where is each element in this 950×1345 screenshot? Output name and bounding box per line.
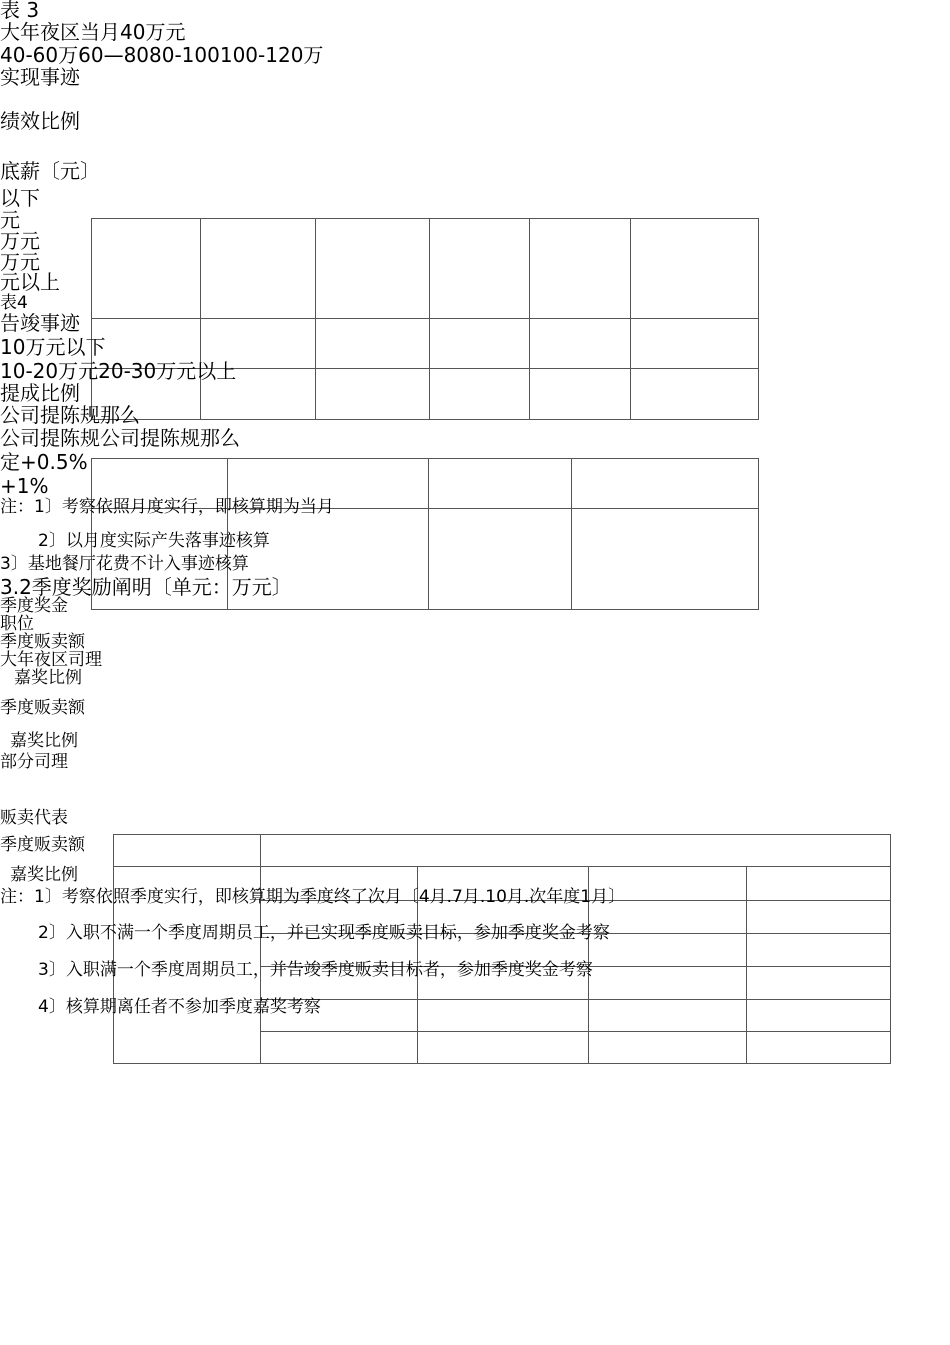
table4-header-line2: 10-20万元20-30万元以上 bbox=[0, 359, 237, 383]
quarterly-note-4: 4〕核算期离任者不参加季度嘉奖考察 bbox=[38, 997, 321, 1017]
table3-fragment: 万元 bbox=[0, 229, 40, 253]
monthly-note-2: 2〕以月度实际产失落事迹核算 bbox=[38, 531, 270, 551]
monthly-note-1: 注：1〕考察依照月度实行，即核算期为当月 bbox=[0, 497, 334, 517]
table3-row-achievement: 实现事迹 bbox=[0, 65, 80, 89]
table3-row-base-salary: 底薪〔元〕 bbox=[0, 159, 100, 183]
quarter-label-bonus: 季度奖金 bbox=[0, 596, 68, 616]
table3-row-ratio: 绩效比例 bbox=[0, 109, 80, 133]
quarter-label-dept-manager: 部分司理 bbox=[0, 752, 68, 772]
table4-value-line4: +1% bbox=[0, 474, 49, 498]
table3-fragment: 万元 bbox=[0, 250, 40, 274]
quarter-label-position: 职位 bbox=[0, 614, 34, 634]
quarter-label-sales: 季度贩卖额 bbox=[0, 698, 85, 718]
table3-header-line1: 大年夜区当月40万元 bbox=[0, 20, 186, 44]
quarter-label-sales: 季度贩卖额 bbox=[0, 835, 85, 855]
quarterly-note-1: 注：1〕考察依照季度实行，即核算期为季度终了次月〔4月.7月.10月.次年度1月〕 bbox=[0, 887, 626, 907]
table4-value-line3: 定+0.5% bbox=[0, 450, 88, 474]
table3-header-line2: 40-60万60—8080-100100-120万 bbox=[0, 43, 324, 67]
quarter-label-sales: 季度贩卖额 bbox=[0, 632, 85, 652]
table3-caption: 表 3 bbox=[0, 0, 40, 22]
quarter-label-sales-rep: 贩卖代表 bbox=[0, 808, 68, 828]
table3-fragment: 元以上 bbox=[0, 270, 60, 294]
quarter-label-ratio: 嘉奖比例 bbox=[10, 731, 78, 751]
table4-row-commission: 提成比例 bbox=[0, 381, 80, 405]
quarter-label-ratio: 嘉奖比例 bbox=[14, 668, 82, 688]
table4-value-line2: 公司提陈规公司提陈规那么 bbox=[0, 426, 240, 450]
section-title: 3.2季度奖励阐明〔单元：万元〕 bbox=[0, 575, 292, 599]
table4-value-line1: 公司提陈规那么 bbox=[0, 403, 140, 427]
quarterly-note-3: 3〕入职满一个季度周期员工，并告竣季度贩卖目标者，参加季度奖金考察 bbox=[38, 960, 593, 980]
quarter-label-ratio: 嘉奖比例 bbox=[10, 865, 78, 885]
quarter-label-region-manager: 大年夜区司理 bbox=[0, 650, 102, 670]
table3-fragment: 元 bbox=[0, 208, 20, 232]
table3-fragment: 以下 bbox=[0, 186, 40, 210]
table3-grid bbox=[91, 218, 759, 420]
quarterly-note-2: 2〕入职不满一个季度周期员工，并已实现季度贩卖目标，参加季度奖金考察 bbox=[38, 923, 610, 943]
quarter-table-grid bbox=[113, 834, 891, 1064]
table4-caption: 表4 bbox=[0, 293, 28, 313]
table4-row-achievement: 告竣事迹 bbox=[0, 311, 80, 335]
table4-header-line1: 10万元以下 bbox=[0, 335, 106, 359]
monthly-note-3: 3〕基地餐厅花费不计入事迹核算 bbox=[0, 554, 249, 574]
